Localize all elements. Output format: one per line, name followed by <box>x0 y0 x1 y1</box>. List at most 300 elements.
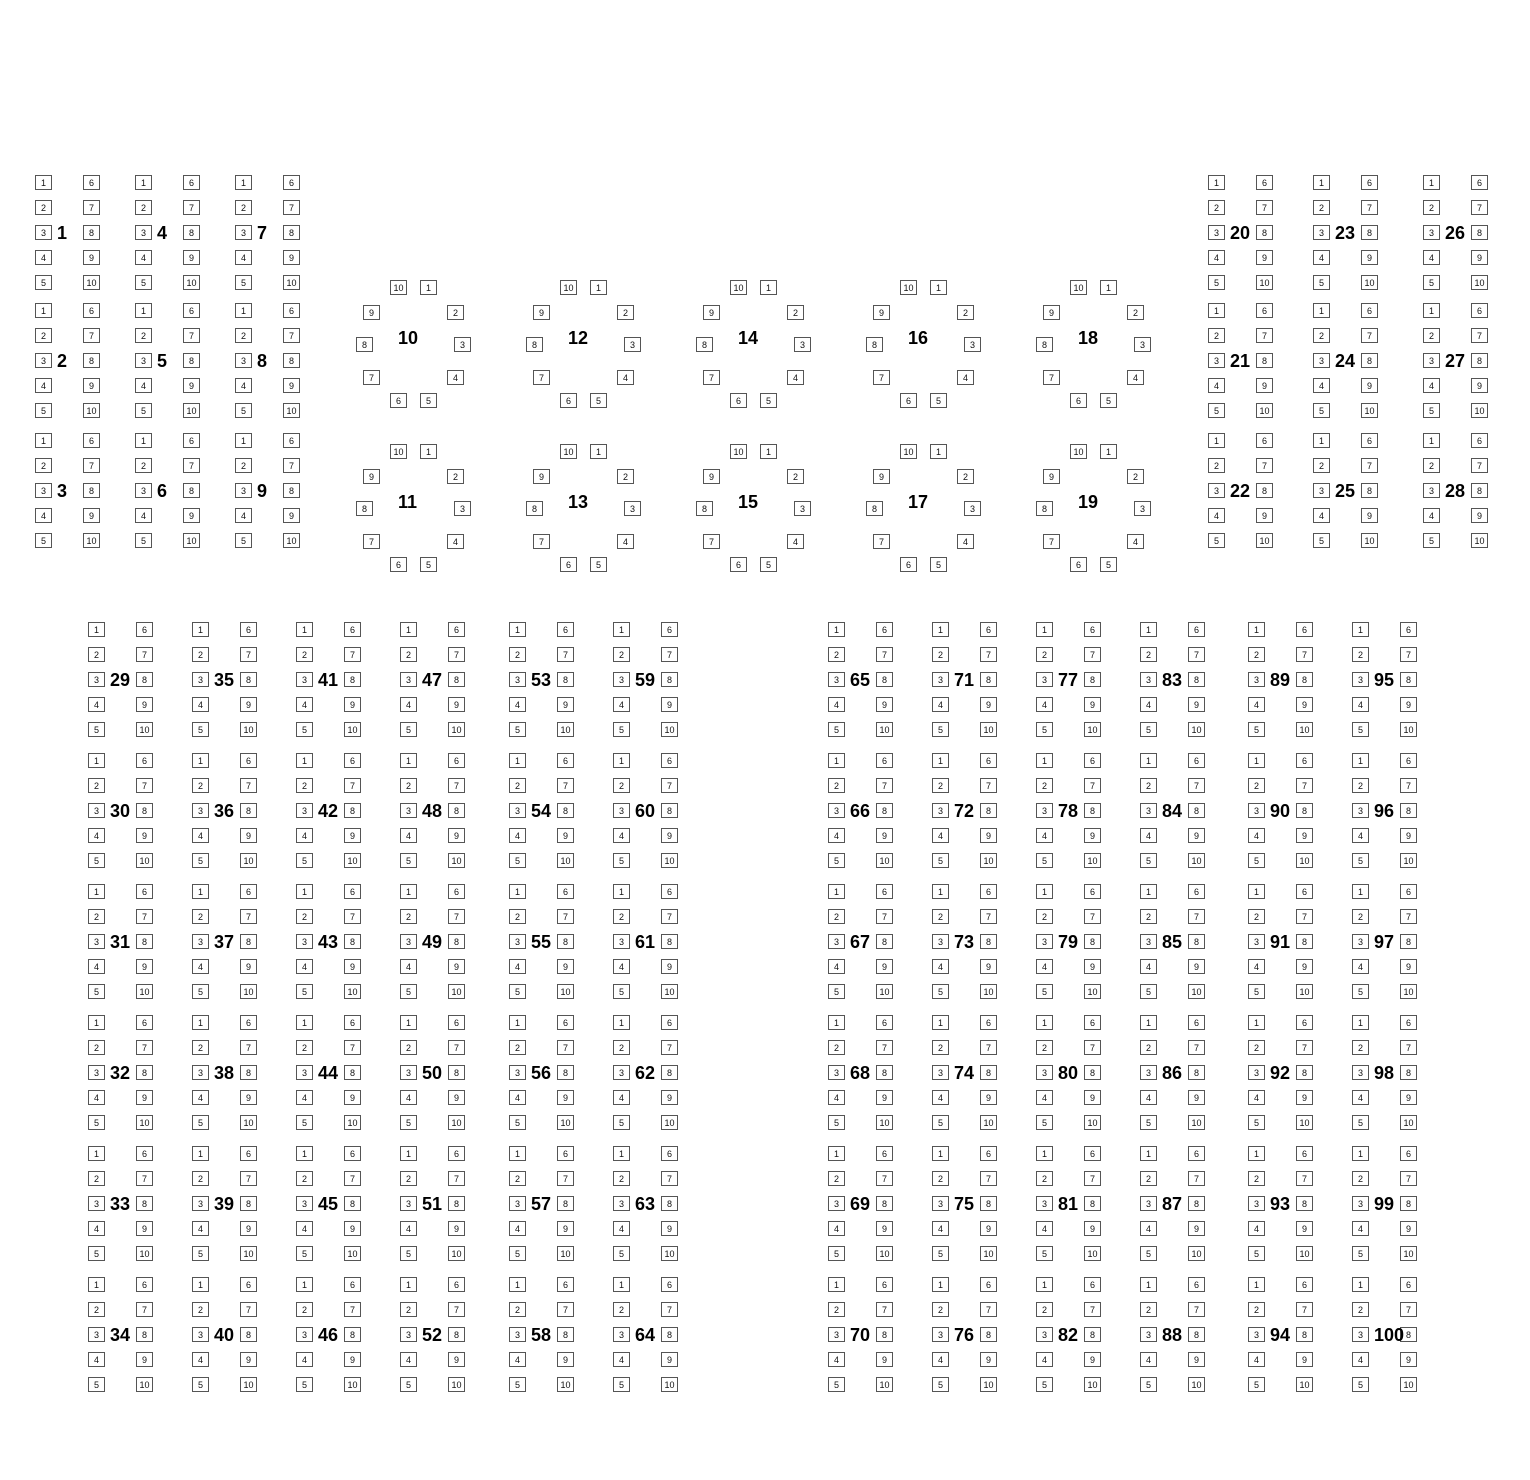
node-cell[interactable]: 3 <box>1352 1196 1369 1211</box>
node-cell[interactable]: 10 <box>980 984 997 999</box>
node-cell[interactable]: 9 <box>136 1352 153 1367</box>
node-cell[interactable]: 1 <box>192 1015 209 1030</box>
node-cell[interactable]: 6 <box>448 1277 465 1292</box>
node-cell[interactable]: 5 <box>932 1115 949 1130</box>
node-cell[interactable]: 7 <box>1471 328 1488 343</box>
node-cell[interactable]: 6 <box>283 175 300 190</box>
node-cell[interactable]: 1 <box>613 622 630 637</box>
node-cell[interactable]: 10 <box>1188 722 1205 737</box>
node-cell[interactable]: 5 <box>1248 1377 1265 1392</box>
node-cell[interactable]: 6 <box>980 622 997 637</box>
node-cell[interactable]: 7 <box>1471 200 1488 215</box>
node-cell[interactable]: 9 <box>873 469 890 484</box>
node-cell[interactable]: 7 <box>283 200 300 215</box>
node-cell[interactable]: 2 <box>509 647 526 662</box>
node-cell[interactable]: 7 <box>980 1302 997 1317</box>
node-cell[interactable]: 2 <box>1352 1171 1369 1186</box>
node-cell[interactable]: 6 <box>1084 753 1101 768</box>
node-cell[interactable]: 3 <box>613 672 630 687</box>
node-cell[interactable]: 9 <box>1400 1221 1417 1236</box>
node-cell[interactable]: 2 <box>400 1302 417 1317</box>
node-cell[interactable]: 7 <box>1188 647 1205 662</box>
node-cell[interactable]: 10 <box>1400 984 1417 999</box>
node-cell[interactable]: 1 <box>1140 1015 1157 1030</box>
node-cell[interactable]: 2 <box>932 1171 949 1186</box>
node-cell[interactable]: 2 <box>1423 328 1440 343</box>
node-cell[interactable]: 9 <box>1296 828 1313 843</box>
node-cell[interactable]: 5 <box>192 1377 209 1392</box>
node-cell[interactable]: 9 <box>240 828 257 843</box>
node-cell[interactable]: 2 <box>192 909 209 924</box>
node-cell[interactable]: 3 <box>35 225 52 240</box>
node-cell[interactable]: 4 <box>1248 1090 1265 1105</box>
node-cell[interactable]: 7 <box>980 1171 997 1186</box>
node-cell[interactable]: 7 <box>136 1302 153 1317</box>
node-cell[interactable]: 6 <box>448 622 465 637</box>
node-cell[interactable]: 5 <box>296 1246 313 1261</box>
node-cell[interactable]: 8 <box>356 337 373 352</box>
node-cell[interactable]: 9 <box>283 250 300 265</box>
node-cell[interactable]: 9 <box>1256 378 1273 393</box>
node-cell[interactable]: 8 <box>1256 483 1273 498</box>
node-cell[interactable]: 9 <box>533 469 550 484</box>
node-cell[interactable]: 3 <box>509 803 526 818</box>
node-cell[interactable]: 7 <box>1256 200 1273 215</box>
node-cell[interactable]: 5 <box>509 853 526 868</box>
node-cell[interactable]: 5 <box>1313 275 1330 290</box>
node-cell[interactable]: 10 <box>344 1246 361 1261</box>
node-cell[interactable]: 9 <box>1361 508 1378 523</box>
node-cell[interactable]: 1 <box>88 753 105 768</box>
node-cell[interactable]: 2 <box>296 1040 313 1055</box>
node-cell[interactable]: 9 <box>1471 508 1488 523</box>
node-cell[interactable]: 7 <box>557 909 574 924</box>
node-cell[interactable]: 4 <box>828 959 845 974</box>
node-cell[interactable]: 10 <box>1084 1377 1101 1392</box>
node-cell[interactable]: 2 <box>509 778 526 793</box>
node-cell[interactable]: 8 <box>183 353 200 368</box>
node-cell[interactable]: 5 <box>400 1246 417 1261</box>
node-cell[interactable]: 1 <box>509 1015 526 1030</box>
node-cell[interactable]: 2 <box>296 1171 313 1186</box>
node-cell[interactable]: 7 <box>448 1302 465 1317</box>
node-cell[interactable]: 3 <box>296 1065 313 1080</box>
node-cell[interactable]: 4 <box>1036 697 1053 712</box>
node-cell[interactable]: 1 <box>1036 1146 1053 1161</box>
node-cell[interactable]: 4 <box>617 534 634 549</box>
node-cell[interactable]: 10 <box>876 984 893 999</box>
node-cell[interactable]: 9 <box>876 697 893 712</box>
node-cell[interactable]: 8 <box>1400 1065 1417 1080</box>
node-cell[interactable]: 8 <box>980 1065 997 1080</box>
node-cell[interactable]: 4 <box>1127 534 1144 549</box>
node-cell[interactable]: 7 <box>83 328 100 343</box>
node-cell[interactable]: 10 <box>183 403 200 418</box>
node-cell[interactable]: 10 <box>557 1115 574 1130</box>
node-cell[interactable]: 3 <box>613 1327 630 1342</box>
node-cell[interactable]: 2 <box>135 458 152 473</box>
node-cell[interactable]: 7 <box>136 1171 153 1186</box>
node-cell[interactable]: 2 <box>613 778 630 793</box>
node-cell[interactable]: 3 <box>1423 353 1440 368</box>
node-cell[interactable]: 4 <box>1140 697 1157 712</box>
node-cell[interactable]: 9 <box>1188 1352 1205 1367</box>
node-cell[interactable]: 10 <box>283 533 300 548</box>
node-cell[interactable]: 8 <box>1471 483 1488 498</box>
node-cell[interactable]: 3 <box>794 501 811 516</box>
node-cell[interactable]: 7 <box>344 1040 361 1055</box>
node-cell[interactable]: 2 <box>88 1302 105 1317</box>
node-cell[interactable]: 3 <box>1208 353 1225 368</box>
node-cell[interactable]: 6 <box>344 622 361 637</box>
node-cell[interactable]: 2 <box>192 1040 209 1055</box>
node-cell[interactable]: 10 <box>1471 403 1488 418</box>
node-cell[interactable]: 4 <box>35 250 52 265</box>
node-cell[interactable]: 6 <box>390 557 407 572</box>
node-cell[interactable]: 4 <box>88 828 105 843</box>
node-cell[interactable]: 6 <box>240 1277 257 1292</box>
node-cell[interactable]: 1 <box>135 175 152 190</box>
node-cell[interactable]: 8 <box>661 1327 678 1342</box>
node-cell[interactable]: 2 <box>509 909 526 924</box>
node-cell[interactable]: 3 <box>400 1196 417 1211</box>
node-cell[interactable]: 1 <box>1036 1277 1053 1292</box>
node-cell[interactable]: 1 <box>88 622 105 637</box>
node-cell[interactable]: 1 <box>613 1277 630 1292</box>
node-cell[interactable]: 2 <box>235 200 252 215</box>
node-cell[interactable]: 6 <box>1188 622 1205 637</box>
node-cell[interactable]: 7 <box>283 458 300 473</box>
node-cell[interactable]: 9 <box>448 697 465 712</box>
node-cell[interactable]: 10 <box>1296 1377 1313 1392</box>
node-cell[interactable]: 5 <box>296 984 313 999</box>
node-cell[interactable]: 8 <box>344 1327 361 1342</box>
node-cell[interactable]: 1 <box>400 753 417 768</box>
node-cell[interactable]: 1 <box>1248 753 1265 768</box>
node-cell[interactable]: 8 <box>283 353 300 368</box>
node-cell[interactable]: 10 <box>1471 275 1488 290</box>
node-cell[interactable]: 10 <box>448 1115 465 1130</box>
node-cell[interactable]: 4 <box>509 1090 526 1105</box>
node-cell[interactable]: 1 <box>930 444 947 459</box>
node-cell[interactable]: 7 <box>83 200 100 215</box>
node-cell[interactable]: 4 <box>35 508 52 523</box>
node-cell[interactable]: 2 <box>957 305 974 320</box>
node-cell[interactable]: 10 <box>560 444 577 459</box>
node-cell[interactable]: 8 <box>557 1065 574 1080</box>
node-cell[interactable]: 6 <box>283 433 300 448</box>
node-cell[interactable]: 7 <box>1296 1040 1313 1055</box>
node-cell[interactable]: 8 <box>1188 934 1205 949</box>
node-cell[interactable]: 10 <box>1296 722 1313 737</box>
node-cell[interactable]: 6 <box>1084 1015 1101 1030</box>
node-cell[interactable]: 7 <box>1256 458 1273 473</box>
node-cell[interactable]: 10 <box>876 1246 893 1261</box>
node-cell[interactable]: 1 <box>235 433 252 448</box>
node-cell[interactable]: 3 <box>1352 1065 1369 1080</box>
node-cell[interactable]: 6 <box>1471 175 1488 190</box>
node-cell[interactable]: 7 <box>557 1171 574 1186</box>
node-cell[interactable]: 3 <box>1140 1065 1157 1080</box>
node-cell[interactable]: 8 <box>1084 1065 1101 1080</box>
node-cell[interactable]: 3 <box>1248 934 1265 949</box>
node-cell[interactable]: 3 <box>828 1196 845 1211</box>
node-cell[interactable]: 10 <box>283 275 300 290</box>
node-cell[interactable]: 2 <box>35 200 52 215</box>
node-cell[interactable]: 4 <box>88 697 105 712</box>
node-cell[interactable]: 8 <box>980 1196 997 1211</box>
node-cell[interactable]: 9 <box>557 828 574 843</box>
node-cell[interactable]: 7 <box>363 370 380 385</box>
node-cell[interactable]: 7 <box>448 647 465 662</box>
node-cell[interactable]: 6 <box>344 753 361 768</box>
node-cell[interactable]: 1 <box>828 622 845 637</box>
node-cell[interactable]: 1 <box>135 433 152 448</box>
node-cell[interactable]: 3 <box>1134 337 1151 352</box>
node-cell[interactable]: 3 <box>454 337 471 352</box>
node-cell[interactable]: 5 <box>1140 1377 1157 1392</box>
node-cell[interactable]: 10 <box>448 853 465 868</box>
node-cell[interactable]: 9 <box>363 469 380 484</box>
node-cell[interactable]: 6 <box>980 884 997 899</box>
node-cell[interactable]: 9 <box>240 1352 257 1367</box>
node-cell[interactable]: 4 <box>828 697 845 712</box>
node-cell[interactable]: 4 <box>296 1352 313 1367</box>
node-cell[interactable]: 4 <box>296 1090 313 1105</box>
node-cell[interactable]: 3 <box>613 934 630 949</box>
node-cell[interactable]: 4 <box>88 1090 105 1105</box>
node-cell[interactable]: 2 <box>1140 1171 1157 1186</box>
node-cell[interactable]: 4 <box>613 1221 630 1236</box>
node-cell[interactable]: 8 <box>661 1065 678 1080</box>
node-cell[interactable]: 8 <box>1036 501 1053 516</box>
node-cell[interactable]: 2 <box>1248 647 1265 662</box>
node-cell[interactable]: 5 <box>1140 984 1157 999</box>
node-cell[interactable]: 1 <box>1248 884 1265 899</box>
node-cell[interactable]: 9 <box>876 1090 893 1105</box>
node-cell[interactable]: 4 <box>1127 370 1144 385</box>
node-cell[interactable]: 2 <box>135 328 152 343</box>
node-cell[interactable]: 7 <box>876 647 893 662</box>
node-cell[interactable]: 6 <box>1256 303 1273 318</box>
node-cell[interactable]: 7 <box>661 909 678 924</box>
node-cell[interactable]: 10 <box>980 722 997 737</box>
node-cell[interactable]: 10 <box>1188 1246 1205 1261</box>
node-cell[interactable]: 10 <box>344 1115 361 1130</box>
node-cell[interactable]: 5 <box>1423 275 1440 290</box>
node-cell[interactable]: 6 <box>1188 1015 1205 1030</box>
node-cell[interactable]: 2 <box>235 458 252 473</box>
node-cell[interactable]: 9 <box>1400 828 1417 843</box>
node-cell[interactable]: 4 <box>88 1221 105 1236</box>
node-cell[interactable]: 3 <box>1036 1196 1053 1211</box>
node-cell[interactable]: 7 <box>1400 647 1417 662</box>
node-cell[interactable]: 6 <box>1400 622 1417 637</box>
node-cell[interactable]: 2 <box>35 328 52 343</box>
node-cell[interactable]: 2 <box>88 778 105 793</box>
node-cell[interactable]: 8 <box>83 225 100 240</box>
node-cell[interactable]: 5 <box>1036 1377 1053 1392</box>
node-cell[interactable]: 1 <box>1248 1277 1265 1292</box>
node-cell[interactable]: 5 <box>235 403 252 418</box>
node-cell[interactable]: 6 <box>344 1146 361 1161</box>
node-cell[interactable]: 1 <box>1352 622 1369 637</box>
node-cell[interactable]: 10 <box>83 275 100 290</box>
node-cell[interactable]: 1 <box>235 303 252 318</box>
node-cell[interactable]: 2 <box>828 1302 845 1317</box>
node-cell[interactable]: 2 <box>447 469 464 484</box>
node-cell[interactable]: 2 <box>35 458 52 473</box>
node-cell[interactable]: 3 <box>1140 934 1157 949</box>
node-cell[interactable]: 6 <box>876 1015 893 1030</box>
node-cell[interactable]: 5 <box>1208 533 1225 548</box>
node-cell[interactable]: 8 <box>344 1196 361 1211</box>
node-cell[interactable]: 2 <box>1352 909 1369 924</box>
node-cell[interactable]: 8 <box>557 803 574 818</box>
node-cell[interactable]: 2 <box>447 305 464 320</box>
node-cell[interactable]: 5 <box>1140 722 1157 737</box>
node-cell[interactable]: 8 <box>240 1196 257 1211</box>
node-cell[interactable]: 10 <box>661 984 678 999</box>
node-cell[interactable]: 3 <box>192 672 209 687</box>
node-cell[interactable]: 3 <box>400 1327 417 1342</box>
node-cell[interactable]: 6 <box>1361 175 1378 190</box>
node-cell[interactable]: 8 <box>1256 353 1273 368</box>
node-cell[interactable]: 9 <box>1084 959 1101 974</box>
node-cell[interactable]: 8 <box>876 672 893 687</box>
node-cell[interactable]: 8 <box>1084 803 1101 818</box>
node-cell[interactable]: 5 <box>88 1115 105 1130</box>
node-cell[interactable]: 6 <box>240 1146 257 1161</box>
node-cell[interactable]: 4 <box>613 1090 630 1105</box>
node-cell[interactable]: 9 <box>703 469 720 484</box>
node-cell[interactable]: 9 <box>980 828 997 843</box>
node-cell[interactable]: 4 <box>400 1090 417 1105</box>
node-cell[interactable]: 1 <box>135 303 152 318</box>
node-cell[interactable]: 6 <box>83 433 100 448</box>
node-cell[interactable]: 1 <box>420 444 437 459</box>
node-cell[interactable]: 8 <box>1188 672 1205 687</box>
node-cell[interactable]: 3 <box>1248 672 1265 687</box>
node-cell[interactable]: 4 <box>135 378 152 393</box>
node-cell[interactable]: 9 <box>448 959 465 974</box>
node-cell[interactable]: 8 <box>448 1327 465 1342</box>
node-cell[interactable]: 7 <box>1043 534 1060 549</box>
node-cell[interactable]: 10 <box>557 984 574 999</box>
node-cell[interactable]: 7 <box>283 328 300 343</box>
node-cell[interactable]: 6 <box>283 303 300 318</box>
node-cell[interactable]: 6 <box>83 175 100 190</box>
node-cell[interactable]: 4 <box>613 1352 630 1367</box>
node-cell[interactable]: 10 <box>980 853 997 868</box>
node-cell[interactable]: 2 <box>296 647 313 662</box>
node-cell[interactable]: 1 <box>509 753 526 768</box>
node-cell[interactable]: 10 <box>730 280 747 295</box>
node-cell[interactable]: 5 <box>613 1377 630 1392</box>
node-cell[interactable]: 3 <box>932 1327 949 1342</box>
node-cell[interactable]: 5 <box>88 722 105 737</box>
node-cell[interactable]: 8 <box>83 483 100 498</box>
node-cell[interactable]: 9 <box>136 1221 153 1236</box>
node-cell[interactable]: 8 <box>283 483 300 498</box>
node-cell[interactable]: 3 <box>624 337 641 352</box>
node-cell[interactable]: 4 <box>1208 250 1225 265</box>
node-cell[interactable]: 8 <box>1400 1327 1417 1342</box>
node-cell[interactable]: 4 <box>617 370 634 385</box>
node-cell[interactable]: 1 <box>400 622 417 637</box>
node-cell[interactable]: 4 <box>932 1352 949 1367</box>
node-cell[interactable]: 1 <box>235 175 252 190</box>
node-cell[interactable]: 8 <box>240 672 257 687</box>
node-cell[interactable]: 8 <box>183 483 200 498</box>
node-cell[interactable]: 8 <box>448 934 465 949</box>
node-cell[interactable]: 7 <box>1188 1171 1205 1186</box>
node-cell[interactable]: 7 <box>1043 370 1060 385</box>
node-cell[interactable]: 6 <box>1084 622 1101 637</box>
node-cell[interactable]: 4 <box>1423 250 1440 265</box>
node-cell[interactable]: 4 <box>88 959 105 974</box>
node-cell[interactable]: 10 <box>560 280 577 295</box>
node-cell[interactable]: 6 <box>344 884 361 899</box>
node-cell[interactable]: 2 <box>613 647 630 662</box>
node-cell[interactable]: 3 <box>1313 353 1330 368</box>
node-cell[interactable]: 3 <box>1352 934 1369 949</box>
node-cell[interactable]: 6 <box>83 303 100 318</box>
node-cell[interactable]: 3 <box>400 1065 417 1080</box>
node-cell[interactable]: 8 <box>1084 1327 1101 1342</box>
node-cell[interactable]: 6 <box>661 1277 678 1292</box>
node-cell[interactable]: 1 <box>296 884 313 899</box>
node-cell[interactable]: 2 <box>235 328 252 343</box>
node-cell[interactable]: 1 <box>1423 433 1440 448</box>
node-cell[interactable]: 2 <box>400 647 417 662</box>
node-cell[interactable]: 1 <box>400 1015 417 1030</box>
node-cell[interactable]: 1 <box>1140 622 1157 637</box>
node-cell[interactable]: 10 <box>980 1377 997 1392</box>
node-cell[interactable]: 6 <box>344 1015 361 1030</box>
node-cell[interactable]: 7 <box>448 909 465 924</box>
node-cell[interactable]: 8 <box>866 337 883 352</box>
node-cell[interactable]: 2 <box>1140 1040 1157 1055</box>
node-cell[interactable]: 6 <box>1084 1277 1101 1292</box>
node-cell[interactable]: 5 <box>296 722 313 737</box>
node-cell[interactable]: 5 <box>1248 1115 1265 1130</box>
node-cell[interactable]: 9 <box>873 305 890 320</box>
node-cell[interactable]: 3 <box>509 1065 526 1080</box>
node-cell[interactable]: 8 <box>240 803 257 818</box>
node-cell[interactable]: 2 <box>192 778 209 793</box>
node-cell[interactable]: 8 <box>661 934 678 949</box>
node-cell[interactable]: 10 <box>1400 722 1417 737</box>
node-cell[interactable]: 2 <box>1248 778 1265 793</box>
node-cell[interactable]: 9 <box>1400 1090 1417 1105</box>
node-cell[interactable]: 10 <box>1084 1246 1101 1261</box>
node-cell[interactable]: 10 <box>661 1377 678 1392</box>
node-cell[interactable]: 1 <box>1423 303 1440 318</box>
node-cell[interactable]: 7 <box>1084 1171 1101 1186</box>
node-cell[interactable]: 6 <box>1400 753 1417 768</box>
node-cell[interactable]: 3 <box>1140 1327 1157 1342</box>
node-cell[interactable]: 5 <box>509 1246 526 1261</box>
node-cell[interactable]: 5 <box>509 984 526 999</box>
node-cell[interactable]: 3 <box>192 1196 209 1211</box>
node-cell[interactable]: 8 <box>661 672 678 687</box>
node-cell[interactable]: 3 <box>1134 501 1151 516</box>
node-cell[interactable]: 3 <box>624 501 641 516</box>
node-cell[interactable]: 6 <box>557 622 574 637</box>
node-cell[interactable]: 3 <box>932 672 949 687</box>
node-cell[interactable]: 5 <box>932 984 949 999</box>
